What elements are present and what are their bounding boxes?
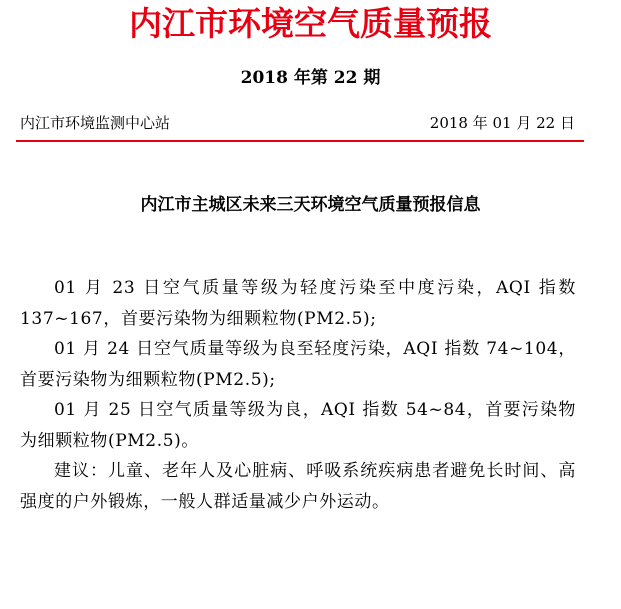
issue-number: 2018 年第 22 期 bbox=[240, 68, 381, 88]
health-advice: 建议：儿童、老年人及心脏病、呼吸系统疾病患者避免长时间、高强度的户外锻炼，一般人群适量减少户外运动。 bbox=[20, 461, 576, 512]
forecast-day-3: 01 月 25 日空气质量等级为良，AQI 指数 54~84，首要污染物为细颗粒物(PM2.5)。 bbox=[20, 400, 576, 451]
issuing-organization: 内江市环境监测中心站 bbox=[20, 114, 171, 132]
red-divider bbox=[16, 140, 584, 142]
forecast-day-2: 01 月 24 日空气质量等级为良至轻度污染，AQI 指数 74~104，首要污染物为细颗粒物(PM2.5); bbox=[20, 339, 576, 390]
forecast-body bbox=[20, 273, 576, 517]
forecast-day-1: 01 月 23 日空气质量等级为轻度污染至中度污染，AQI 指数 137~167，首要污染物为细颗粒物(PM2.5); bbox=[20, 278, 576, 329]
document-title: 内江市环境空气质量预报 bbox=[129, 4, 492, 43]
document-meta bbox=[20, 111, 575, 135]
issue-date: 2018 年 01 月 22 日 bbox=[429, 114, 575, 132]
section-heading: 内江市主城区未来三天环境空气质量预报信息 bbox=[140, 195, 481, 215]
